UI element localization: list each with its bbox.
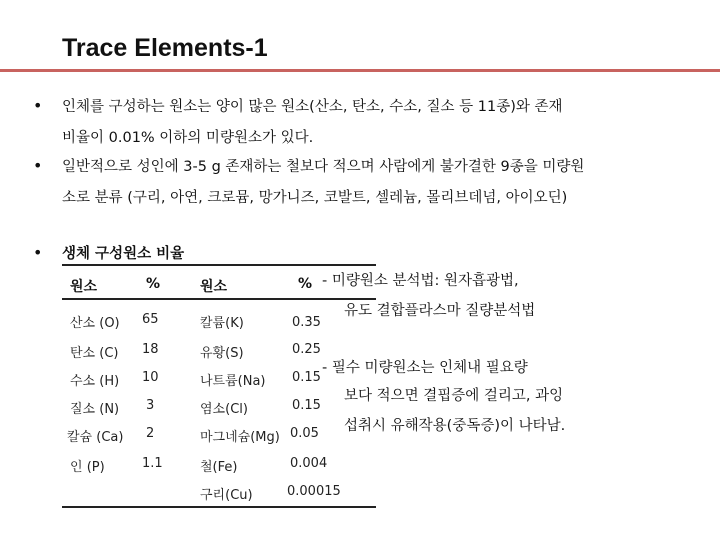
- table-cell: 인 (P): [70, 460, 105, 475]
- table-cell: 0.00015: [287, 484, 341, 499]
- table-cell: 칼슘 (Ca): [67, 430, 124, 445]
- table-cell: 1.1: [142, 456, 163, 471]
- table-cell: 탄소 (C): [70, 346, 119, 361]
- table-cell: 0.25: [292, 342, 321, 357]
- note-2-line-3: 섭취시 유해작용(중독증)이 나타남.: [344, 418, 566, 434]
- table-cell: 10: [142, 370, 159, 385]
- table-cell: 18: [142, 342, 159, 357]
- bullet-2-line-1: 일반적으로 성인에 3-5 g 존재하는 철보다 적으며 사람에게 불가결한 9종을 미량원: [62, 159, 585, 175]
- table-cell: 0.05: [290, 426, 319, 441]
- title-underline: [0, 69, 720, 72]
- table-cell: 유황(S): [200, 346, 244, 361]
- table-cell: 마그네슘(Mg): [200, 430, 280, 445]
- table-cell: 0.15: [292, 370, 321, 385]
- table-cell: 칼륨(K): [200, 316, 244, 331]
- bullet-1-line-1: 인체를 구성하는 원소는 양이 많은 원소(산소, 탄소, 수소, 질소 등 11종)와 존재: [62, 99, 563, 115]
- table-cell: 철(Fe): [200, 460, 238, 475]
- bullet-2-line-2: 소로 분류 (구리, 아연, 크로뮴, 망가니즈, 코발트, 셀레늄, 몰리브데넘, 아이오딘): [62, 190, 568, 206]
- table-cell: 염소(Cl): [200, 402, 248, 417]
- bullet-marker: •: [33, 156, 43, 175]
- table-cell: 2: [146, 426, 155, 441]
- table-cell: 구리(Cu): [200, 488, 253, 503]
- bullet-marker: •: [33, 96, 43, 115]
- table-header-percent-1: %: [146, 276, 161, 292]
- table-top-rule: [62, 264, 376, 266]
- table-header-element-1: 원소: [70, 279, 98, 295]
- page-title: Trace Elements-1: [62, 34, 268, 62]
- table-cell: 65: [142, 312, 159, 327]
- table-cell: 0.35: [292, 315, 321, 330]
- table-cell: 3: [146, 398, 155, 413]
- table-cell: 나트륨(Na): [200, 374, 266, 389]
- table-cell: 산소 (O): [70, 316, 120, 331]
- note-1-line-1: - 미량원소 분석법: 원자흡광법,: [322, 273, 519, 289]
- note-2-line-2: 보다 적으면 결핍증에 걸리고, 과잉: [344, 388, 564, 404]
- table-cell: 질소 (N): [70, 402, 120, 417]
- note-2-line-1: - 필수 미량원소는 인체내 필요량: [322, 360, 528, 376]
- table-cell: 0.004: [290, 456, 328, 471]
- table-cell: 수소 (H): [70, 374, 120, 389]
- bullet-1-line-2: 비율이 0.01% 이하의 미량원소가 있다.: [62, 130, 314, 146]
- bullet-3-line-1: 생체 구성원소 비율: [62, 246, 185, 262]
- table-header-percent-2: %: [298, 276, 313, 292]
- note-1-line-2: 유도 결합플라스마 질량분석법: [344, 303, 536, 319]
- table-cell: 0.15: [292, 398, 321, 413]
- table-bottom-rule: [62, 506, 376, 508]
- bullet-marker: •: [33, 243, 43, 262]
- table-header-element-2: 원소: [200, 279, 228, 295]
- table-header-rule: [62, 298, 376, 300]
